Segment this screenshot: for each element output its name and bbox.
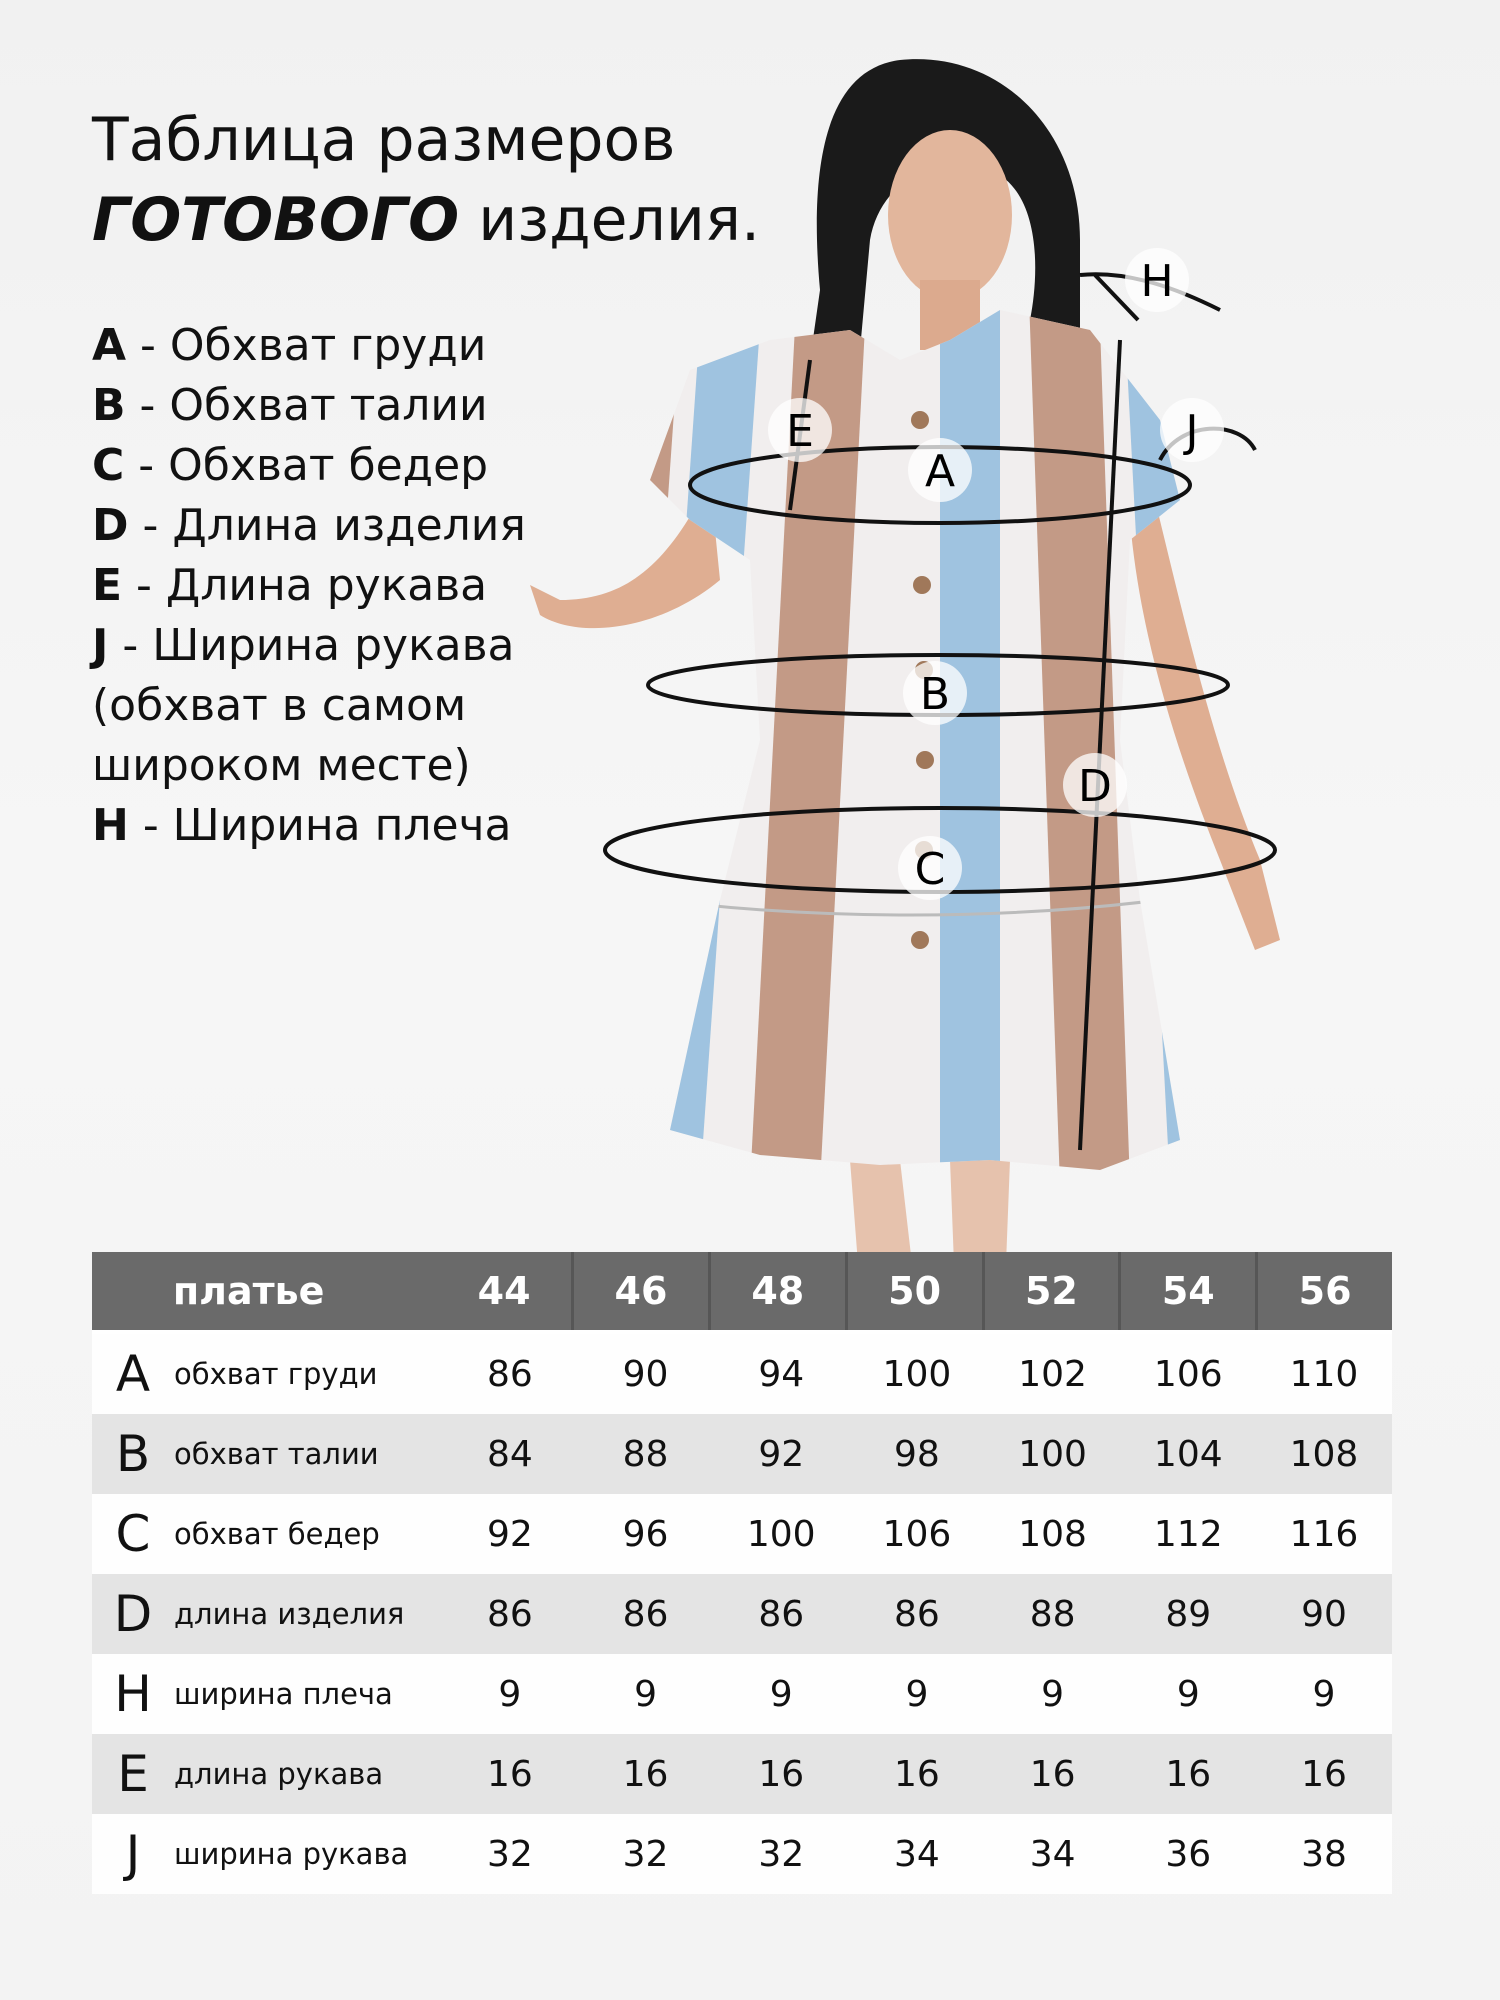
header-size: 52 bbox=[982, 1252, 1119, 1330]
title-emphasis: ГОТОВОГО bbox=[92, 185, 460, 255]
row-label: обхват бедер bbox=[174, 1517, 380, 1551]
marker-e: E bbox=[786, 406, 814, 457]
row-value: 84 bbox=[486, 1433, 533, 1475]
row-value: 112 bbox=[1153, 1513, 1223, 1555]
row-label: длина изделия bbox=[174, 1597, 405, 1631]
legend-item-c: C - Обхват бедер bbox=[92, 440, 489, 491]
row-value: 9 bbox=[1312, 1673, 1336, 1715]
row-letter: E bbox=[117, 1745, 149, 1803]
row-label: обхват груди bbox=[174, 1357, 378, 1391]
size-table bbox=[92, 1252, 1392, 1894]
row-value: 9 bbox=[1176, 1673, 1200, 1715]
row-value: 38 bbox=[1301, 1833, 1347, 1875]
row-value: 34 bbox=[1029, 1833, 1076, 1875]
row-value: 88 bbox=[1029, 1593, 1076, 1635]
row-letter: B bbox=[115, 1425, 151, 1483]
row-value: 100 bbox=[882, 1353, 952, 1395]
row-value: 89 bbox=[1165, 1593, 1212, 1635]
legend-item-j: J - Ширина рукава (обхват в самом широком месте) bbox=[92, 620, 515, 791]
row-value: 94 bbox=[758, 1353, 805, 1395]
marker-b: B bbox=[919, 669, 951, 720]
header-size: 46 bbox=[571, 1252, 708, 1330]
header-size: 44 bbox=[477, 1269, 531, 1313]
title-rest: изделия. bbox=[459, 185, 761, 255]
row-value: 36 bbox=[1165, 1833, 1212, 1875]
row-letter: C bbox=[115, 1505, 151, 1563]
header-label: платье bbox=[172, 1269, 325, 1313]
table-row bbox=[92, 1494, 1392, 1574]
title-line-1: Таблица размеров bbox=[92, 105, 676, 175]
row-value: 16 bbox=[758, 1753, 805, 1795]
row-value: 108 bbox=[1289, 1433, 1359, 1475]
table-body bbox=[92, 1334, 1392, 1894]
measurement-legend bbox=[92, 316, 532, 856]
row-value: 9 bbox=[498, 1673, 522, 1715]
row-value: 92 bbox=[758, 1433, 805, 1475]
row-value: 116 bbox=[1289, 1513, 1359, 1555]
marker-d: D bbox=[1078, 761, 1112, 812]
row-value: 9 bbox=[905, 1673, 929, 1715]
row-value: 96 bbox=[622, 1513, 669, 1555]
row-letter: J bbox=[125, 1825, 141, 1883]
row-value: 16 bbox=[1029, 1753, 1076, 1795]
marker-a: A bbox=[924, 446, 956, 497]
right-arm bbox=[1130, 480, 1280, 950]
marker-c: C bbox=[914, 844, 946, 895]
header-size: 50 bbox=[845, 1252, 982, 1330]
row-value: 86 bbox=[758, 1593, 805, 1635]
row-label: ширина рукава bbox=[174, 1837, 409, 1871]
row-value: 32 bbox=[486, 1833, 533, 1875]
face-shape bbox=[888, 130, 1012, 300]
legend-item-h: H - Ширина плеча bbox=[92, 800, 512, 851]
row-value: 100 bbox=[746, 1513, 816, 1555]
row-value: 16 bbox=[622, 1753, 669, 1795]
legend-item-b: B - Обхват талии bbox=[92, 380, 488, 431]
legend-item-d: D - Длина изделия bbox=[92, 500, 526, 551]
row-value: 34 bbox=[894, 1833, 940, 1875]
row-value: 104 bbox=[1153, 1433, 1223, 1475]
row-letter: D bbox=[113, 1585, 153, 1643]
row-value: 32 bbox=[758, 1833, 805, 1875]
row-label: ширина плеча bbox=[174, 1677, 393, 1711]
row-value: 86 bbox=[894, 1593, 940, 1635]
row-value: 98 bbox=[894, 1433, 940, 1475]
table-row bbox=[92, 1814, 1392, 1894]
table-row bbox=[92, 1574, 1392, 1654]
row-value: 86 bbox=[486, 1353, 533, 1395]
row-value: 9 bbox=[1041, 1673, 1065, 1715]
row-value: 92 bbox=[486, 1513, 533, 1555]
marker-j: J bbox=[1185, 406, 1199, 457]
row-value: 16 bbox=[894, 1753, 940, 1795]
row-value: 9 bbox=[634, 1673, 657, 1715]
header-size: 56 bbox=[1255, 1252, 1392, 1330]
row-label: обхват талии bbox=[174, 1437, 379, 1471]
row-letter: H bbox=[114, 1665, 152, 1723]
row-value: 100 bbox=[1018, 1433, 1087, 1475]
table-row bbox=[92, 1414, 1392, 1494]
marker-h: H bbox=[1140, 256, 1174, 307]
row-value: 106 bbox=[882, 1513, 952, 1555]
row-value: 32 bbox=[622, 1833, 669, 1875]
table-row bbox=[92, 1734, 1392, 1814]
row-value: 16 bbox=[486, 1753, 533, 1795]
table-row bbox=[92, 1334, 1392, 1414]
row-value: 16 bbox=[1165, 1753, 1212, 1795]
table-row bbox=[92, 1654, 1392, 1734]
row-value: 90 bbox=[622, 1353, 669, 1395]
dress-svg bbox=[520, 40, 1340, 1280]
row-value: 16 bbox=[1301, 1753, 1347, 1795]
header-size: 54 bbox=[1118, 1252, 1255, 1330]
row-value: 86 bbox=[622, 1593, 669, 1635]
legend-item-e: E - Длина рукава bbox=[92, 560, 488, 611]
row-value: 102 bbox=[1018, 1353, 1087, 1395]
dress-stripes bbox=[560, 290, 1240, 1190]
row-label: длина рукава bbox=[174, 1757, 384, 1791]
row-letter: A bbox=[115, 1345, 151, 1403]
header-size: 48 bbox=[708, 1252, 845, 1330]
legend-item-a: A - Обхват груди bbox=[92, 320, 487, 371]
row-value: 88 bbox=[622, 1433, 669, 1475]
dress-model-illustration bbox=[520, 40, 1340, 1280]
row-value: 86 bbox=[486, 1593, 533, 1635]
table-header bbox=[92, 1252, 1392, 1330]
row-value: 90 bbox=[1301, 1593, 1347, 1635]
row-value: 108 bbox=[1018, 1513, 1087, 1555]
row-value: 106 bbox=[1153, 1353, 1223, 1395]
row-value: 110 bbox=[1289, 1353, 1359, 1395]
row-value: 9 bbox=[769, 1673, 793, 1715]
